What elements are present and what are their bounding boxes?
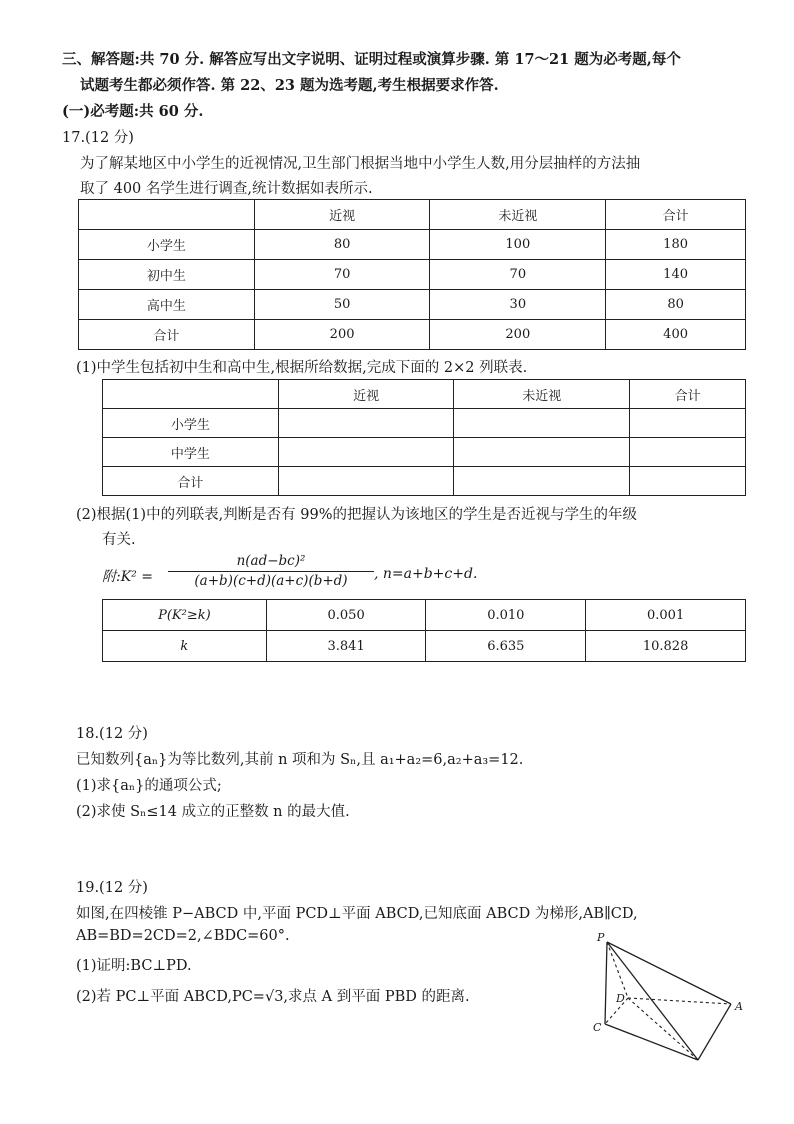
vertex-label-D: D (616, 992, 625, 1005)
table-cell: 10.828 (586, 631, 746, 662)
q17-heading: 17.(12 分) (62, 130, 134, 146)
q17-part2-line2: 有关. (102, 532, 136, 548)
table-header-cell: 合计 (630, 380, 746, 409)
table-cell (454, 467, 630, 496)
fraction-bar (168, 571, 374, 572)
table-cell: 400 (606, 320, 746, 350)
q17-part1: (1)中学生包括初中生和高中生,根据所给数据,完成下面的 2×2 列联表. (76, 360, 528, 376)
section-heading-line3: (一)必考题:共 60 分. (62, 103, 204, 120)
q18-line1: 已知数列{aₙ}为等比数列,其前 n 项和为 Sₙ,且 a₁+a₂=6,a₂+a₃=12. (76, 752, 524, 768)
table-cell: 200 (254, 320, 430, 350)
table-cell: 0.010 (426, 600, 586, 631)
table-cell: 合计 (79, 320, 255, 350)
edge-PC (605, 942, 607, 1024)
table-cell: 70 (430, 260, 606, 290)
table-cell: 6.635 (426, 631, 586, 662)
table-header-row (103, 380, 746, 409)
table-cell (454, 409, 630, 438)
table-cell: 0.001 (586, 600, 746, 631)
table-cell: 3.841 (266, 631, 426, 662)
table-cell (630, 409, 746, 438)
table-cell (630, 467, 746, 496)
table-row (79, 230, 746, 260)
table-cell: k (103, 631, 267, 662)
formula-numerator: n(ad−bc)² (236, 553, 306, 569)
table-header-cell: 近视 (254, 200, 430, 230)
table-row (79, 290, 746, 320)
table-header-row (79, 200, 746, 230)
table-cell: 180 (606, 230, 746, 260)
q18-line3: (2)求使 Sₙ≤14 成立的正整数 n 的最大值. (76, 804, 350, 820)
table-cell: 80 (254, 230, 430, 260)
q19-heading: 19.(12 分) (76, 880, 148, 896)
q17-part2-line1: (2)根据(1)中的列联表,判断是否有 99%的把握认为该地区的学生是否近视与学生的年级 (76, 507, 638, 523)
q19-line3: (1)证明:BC⊥PD. (76, 958, 192, 974)
q19-line4: (2)若 PC⊥平面 ABCD,PC=√3,求点 A 到平面 PBD 的距离. (76, 989, 470, 1005)
table-cell: 中学生 (103, 438, 279, 467)
pyramid-figure (586, 924, 756, 1070)
table-cell: P(K²≥k) (103, 600, 267, 631)
table-cell: 30 (430, 290, 606, 320)
table-cell: 初中生 (79, 260, 255, 290)
table-cell (278, 438, 454, 467)
q19-line1: 如图,在四棱锥 P−ABCD 中,平面 PCD⊥平面 ABCD,已知底面 ABCD 为梯形,AB∥CD, (76, 906, 638, 922)
edge-DB-hidden (628, 998, 698, 1060)
critical-value-table (102, 599, 746, 662)
q17-survey-table (78, 199, 746, 350)
table-cell: 100 (430, 230, 606, 260)
table-header-cell: 未近视 (454, 380, 630, 409)
section-heading-line1: 三、解答题:共 70 分. 解答应写出文字说明、证明过程或演算步骤. 第 17～21 题为必考题,每个 (62, 51, 681, 68)
table-row (103, 467, 746, 496)
table-cell (454, 438, 630, 467)
table-cell: 140 (606, 260, 746, 290)
q18-heading: 18.(12 分) (76, 726, 148, 742)
q18-line2: (1)求{aₙ}的通项公式; (76, 778, 222, 794)
formula-denominator: (a+b)(c+d)(a+c)(b+d) (194, 573, 348, 589)
table-cell: 小学生 (79, 230, 255, 260)
table-row (103, 631, 746, 662)
q17-intro-line2: 取了 400 名学生进行调查,统计数据如表所示. (80, 181, 373, 197)
table-cell (278, 467, 454, 496)
vertex-label-C: C (593, 1021, 602, 1034)
table-header-cell: 近视 (278, 380, 454, 409)
table-header-cell: 合计 (606, 200, 746, 230)
q17-intro-line1: 为了解某地区中小学生的近视情况,卫生部门根据当地中小学生人数,用分层抽样的方法抽 (80, 156, 641, 172)
table-header-cell (79, 200, 255, 230)
table-row (103, 409, 746, 438)
formula-prefix: 附:K² = (102, 569, 153, 585)
table-cell (278, 409, 454, 438)
formula-suffix: , n=a+b+c+d. (374, 566, 478, 582)
table-header-cell: 未近视 (430, 200, 606, 230)
table-cell: 70 (254, 260, 430, 290)
table-row (79, 320, 746, 350)
table-cell: 0.050 (266, 600, 426, 631)
vertex-label-P: P (597, 931, 605, 944)
table-cell: 50 (254, 290, 430, 320)
section-heading-line2: 试题考生都必须作答. 第 22、23 题为选考题,考生根据要求作答. (80, 77, 499, 94)
edge-PA (607, 942, 731, 1004)
table-cell: 80 (606, 290, 746, 320)
table-cell: 200 (430, 320, 606, 350)
table-cell: 小学生 (103, 409, 279, 438)
table-row (79, 260, 746, 290)
table-header-cell (103, 380, 279, 409)
table-cell: 合计 (103, 467, 279, 496)
vertex-label-A: A (735, 1000, 743, 1013)
table-cell: 高中生 (79, 290, 255, 320)
q19-line2: AB=BD=2CD=2,∠BDC=60°. (76, 928, 290, 944)
table-row (103, 438, 746, 467)
table-row (103, 600, 746, 631)
table-cell (630, 438, 746, 467)
edge-DA-hidden (628, 998, 731, 1004)
q17-contingency-table (102, 379, 746, 496)
edge-BA (698, 1004, 731, 1060)
